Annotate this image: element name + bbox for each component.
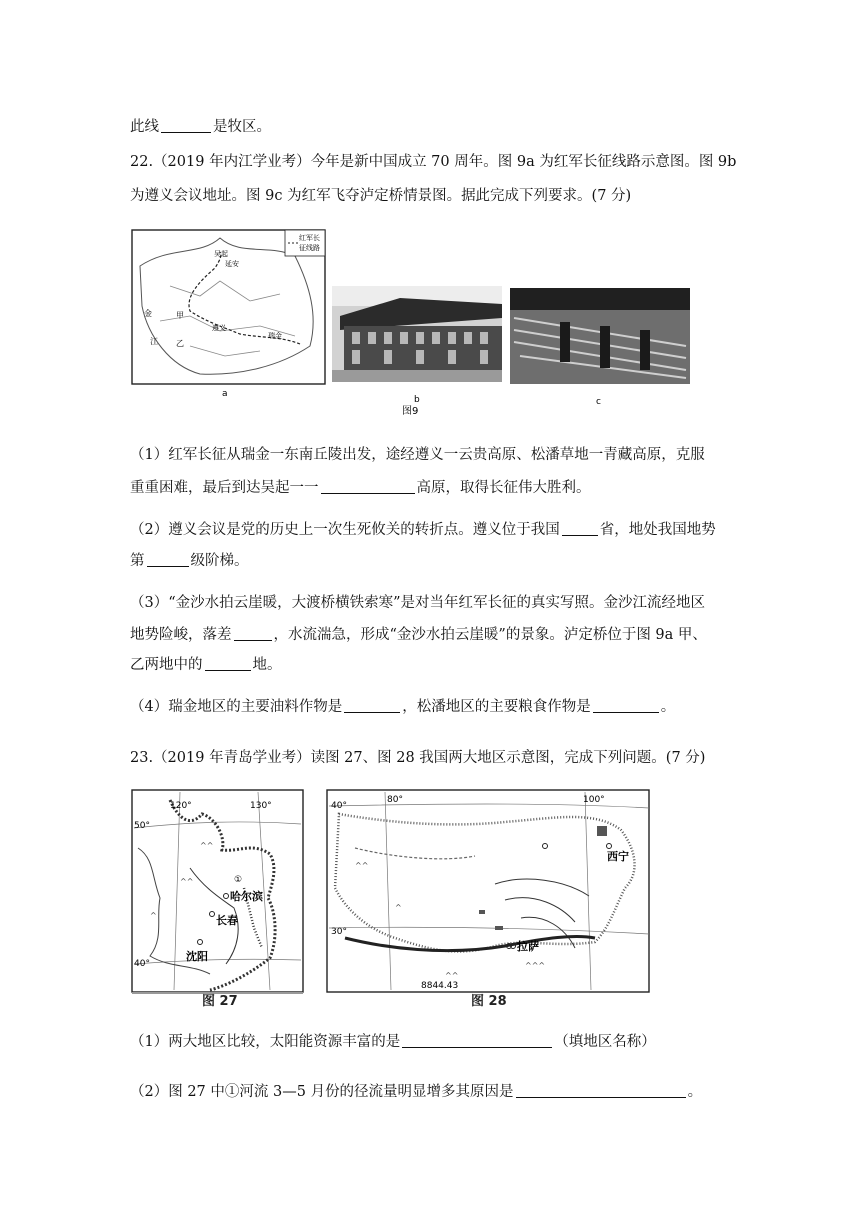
figure-27-caption: 图 27 (202, 994, 238, 1009)
label-jiang: 江 (150, 337, 158, 346)
q23-part2: （2）图 27 中①河流 3—5 月份的径流量明显增多其原因是 。 (130, 1084, 703, 1100)
map-28 (325, 788, 653, 1010)
q22-part2-line1: （2）遵义会议是党的历史上一次生死攸关的转折点。遵义位于我国 省，地处我国地势 (130, 522, 716, 538)
svg-text:^^: ^^ (180, 877, 194, 886)
answer-blank-drop[interactable] (234, 626, 272, 641)
lat-50: 50° (134, 821, 150, 831)
label-harbin: 哈尔滨 (230, 890, 263, 903)
svg-text:^^: ^^ (200, 841, 214, 850)
legend-label-2: 征线路 (299, 244, 320, 252)
q22-part3-line2: 地势险峻，落差 ，水流湍急，形成“金沙水拍云崖暖”的景象。泸定桥位于图 9a 甲、 (130, 627, 707, 643)
lake-small (495, 926, 503, 930)
answer-blank-location[interactable] (205, 656, 251, 671)
figure-27 (130, 788, 305, 1010)
figure-28-caption: 图 28 (471, 994, 507, 1009)
svg-text:^^: ^^ (445, 971, 459, 980)
q22-part3-line3: 乙两地中的 地。 (130, 657, 282, 673)
svg-text:^^: ^^ (355, 861, 369, 870)
fragment-line (130, 117, 271, 137)
lon-130: 130° (250, 801, 272, 811)
lat-40: 40° (134, 959, 150, 969)
qinghai-lake (597, 826, 607, 836)
label-jia: 甲 (176, 311, 184, 320)
legend-label-1: 红军长 (299, 234, 320, 242)
answer-blank-runoff-reason[interactable] (516, 1083, 686, 1098)
label-river-1: ① (234, 875, 243, 885)
svg-text:^: ^ (395, 903, 402, 912)
map-27 (130, 788, 305, 1010)
q22-part2-line2: 第 级阶梯。 (130, 553, 249, 569)
label-yi: 乙 (176, 339, 184, 348)
q23-stem: 23.（2019 年青岛学业考）读图 27、图 28 我国两大地区示意图，完成下列问题。(7 分) (130, 750, 706, 766)
figure-28 (325, 788, 653, 1010)
q22-stem-line1: 22.（2019 年内江学业考）今年是新中国成立 70 周年。图 9a 为红军长征线路示意图。图 9b (130, 154, 737, 170)
label-jin: 金 (144, 309, 152, 318)
lat-30: 30° (331, 927, 347, 937)
label-zunyi: 遵义 (212, 324, 226, 332)
lat-40: 40° (331, 801, 347, 811)
figure-9 (130, 226, 696, 416)
answer-blank-grain-crop[interactable] (593, 698, 659, 713)
sub-label-b: b (414, 395, 420, 405)
q22-part1-line1: （1）红军长征从瑞金一东南丘陵出发，途经遵义一云贵高原、松潘草地一青藏高原，克服 (130, 447, 705, 463)
label-xining: 西宁 (607, 850, 629, 863)
label-yanan: 延安 (225, 260, 239, 268)
lon-80: 80° (387, 795, 403, 805)
label-wuqi: 吴起 (214, 250, 228, 258)
answer-blank-oil-crop[interactable] (344, 698, 400, 713)
q22-part4: （4）瑞金地区的主要油料作物是 ，松潘地区的主要粮食作物是 。 (130, 699, 676, 715)
lon-120: 120° (170, 801, 192, 811)
q22-part1-line2: 重重困难，最后到达吴起一一 高原，取得长征伟大胜利。 (130, 480, 591, 496)
label-everest-height: 8844.43 (421, 981, 459, 991)
fragment-text: 此线 (130, 119, 159, 135)
answer-blank[interactable] (161, 118, 211, 133)
answer-blank-province[interactable] (562, 521, 598, 536)
q22-part3-line1: （3）“金沙水拍云崖暖，大渡桥横铁索寒”是对当年红军长征的真实写照。金沙江流经地区 (130, 595, 706, 611)
sub-label-c: c (596, 397, 601, 407)
q23-part1: （1）两大地区比较，太阳能资源丰富的是 （填地区名称） (130, 1034, 656, 1050)
lon-100: 100° (583, 795, 605, 805)
label-ruijin: 瑞金 (268, 332, 282, 340)
svg-text:^: ^ (150, 911, 157, 920)
answer-blank-plateau[interactable] (321, 479, 415, 494)
sub-label-a: a (222, 389, 228, 399)
fragment-text-end: 是牧区。 (213, 119, 271, 135)
figure-9-title: 图9 (402, 406, 419, 416)
q22-stem-line2: 为遵义会议地址。图 9c 为红军飞夺泸定桥情景图。据此完成下列要求。(7 分) (130, 188, 632, 204)
label-shenyang: 沈阳 (186, 950, 208, 963)
label-lhasa: 拉萨 (517, 940, 539, 953)
figure-9-drawing (130, 226, 696, 416)
label-changchun: 长春 (216, 914, 238, 927)
answer-blank-solar-region[interactable] (402, 1033, 552, 1048)
answer-blank-step[interactable] (147, 552, 189, 567)
svg-text:^^^: ^^^ (525, 961, 546, 970)
